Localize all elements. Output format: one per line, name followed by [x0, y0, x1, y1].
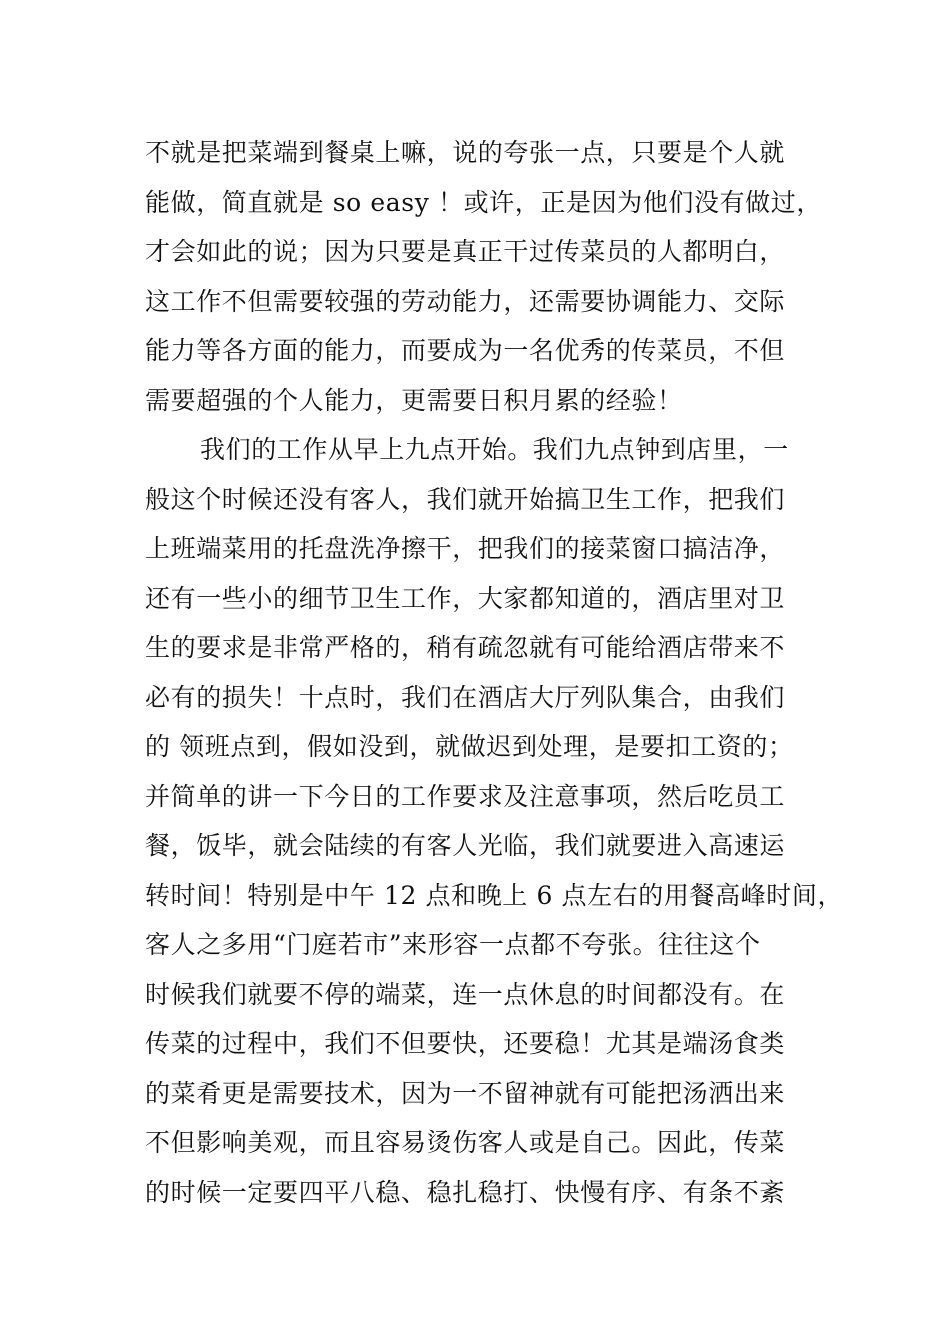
text-line: 不但影响美观，而且容易烫伤客人或是自己。因此，传菜 [145, 1128, 786, 1157]
text-line: 能力等各方面的能力，而要成为一名优秀的传菜员，不但 [145, 336, 786, 365]
text-line: 并简单的讲一下今日的工作要求及注意事项，然后吃员工 [145, 781, 786, 811]
text-line: 不就是把菜端到餐桌上嘛，说的夸张一点，只要是个人就 [145, 138, 786, 167]
text-line: 转时间！特别是中午 12 点和晚上 6 点左右的用餐高峰时间， [145, 880, 844, 910]
text-line: 时候我们就要不停的端菜，连一点休息的时间都没有。在 [145, 979, 786, 1009]
text-line: 的时候一定要四平八稳、稳扎稳打、快慢有序、有条不紊 [145, 1177, 786, 1207]
text-line: 能做，简直就是 so easy ！或许，正是因为他们没有做过， [145, 187, 822, 217]
text-line: 的 领班点到，假如没到，就做迟到处理，是要扣工资的； [145, 732, 794, 761]
text-line: 还有一些小的细节卫生工作，大家都知道的，酒店里对卫 [145, 583, 786, 613]
text-line: 这工作不但需要较强的劳动能力，还需要协调能力、交际 [145, 286, 786, 316]
text-line: 需要超强的个人能力，更需要日积月累的经验！ [145, 385, 683, 415]
text-line: 般这个时候还没有客人，我们就开始搞卫生工作，把我们 [145, 484, 786, 514]
text-line: 才会如此的说；因为只要是真正干过传菜员的人都明白， [145, 237, 786, 266]
body-text [145, 128, 844, 1217]
text-line: 生的要求是非常严格的，稍有疏忽就有可能给酒店带来不 [145, 633, 786, 662]
text-line: 上班端菜用的托盘洗净擦干，把我们的接菜窗口搞洁净， [145, 534, 786, 563]
text-line: 餐，饭毕，就会陆续的有客人光临，我们就要进入高速运 [145, 831, 786, 860]
text-line: 的菜肴更是需要技术，因为一不留神就有可能把汤洒出来 [145, 1078, 786, 1108]
text-line: 必有的损失！十点时，我们在酒店大厅列队集合，由我们 [145, 682, 786, 712]
text-line: 传菜的过程中，我们不但要快，还要稳！尤其是端汤食类 [145, 1029, 786, 1058]
paragraph-start-line: 我们的工作从早上九点开始。我们九点钟到店里，一 [200, 435, 789, 464]
text-line: 客人之多用“门庭若市”来形容一点都不夸张。往往这个 [145, 930, 761, 959]
